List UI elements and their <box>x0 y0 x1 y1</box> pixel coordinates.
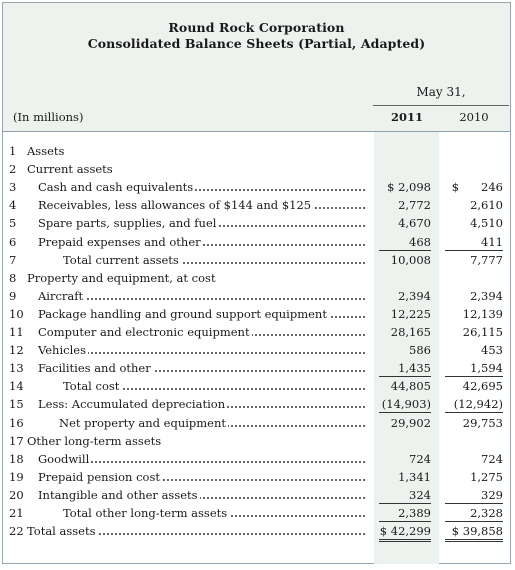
row-number: 1 <box>9 144 17 158</box>
table-row <box>3 306 510 322</box>
value-2011: 2,389 <box>379 505 431 522</box>
row-label <box>27 161 375 177</box>
row-label <box>27 433 375 449</box>
row-label <box>63 252 375 268</box>
row-number: 8 <box>9 270 17 285</box>
row-label <box>38 469 375 485</box>
value-2011: 1,435 <box>379 360 431 377</box>
value-2010: 411 <box>445 234 503 251</box>
row-label-text: Total current assets <box>63 252 179 267</box>
value-2010: 7,777 <box>470 252 503 267</box>
value-2011: 10,008 <box>390 252 431 267</box>
row-label-text: Cash and cash equivalents <box>38 180 194 195</box>
row-label <box>63 378 375 394</box>
row-label-text: Total other long-term assets <box>63 506 228 520</box>
row-label <box>38 197 375 213</box>
row-label-text: Assets <box>27 144 65 158</box>
row-label-text: Facilities and other <box>38 361 151 376</box>
table-row <box>3 415 510 431</box>
row-label-text: Current assets <box>27 162 113 177</box>
row-label <box>38 487 375 503</box>
table-row <box>3 215 510 231</box>
value-2011: 2,772 <box>398 198 431 213</box>
value-2010: 2,394 <box>470 288 503 303</box>
row-label <box>38 288 375 304</box>
row-label-text: Goodwill <box>38 451 90 466</box>
value-2011: 324 <box>379 487 431 504</box>
row-label <box>38 342 375 358</box>
row-label <box>27 523 375 539</box>
row-label-text: Spare parts, supplies, and fuel <box>38 216 217 231</box>
row-number: 3 <box>9 180 17 195</box>
row-label <box>59 415 375 431</box>
units-label: (In millions) <box>13 110 84 124</box>
row-number: 17 <box>9 433 24 448</box>
table-row <box>3 523 510 539</box>
row-label <box>27 270 375 286</box>
date-header: May 31, <box>416 85 466 99</box>
value-2010: 26,115 <box>462 325 503 339</box>
value-2010: 12,139 <box>462 306 503 321</box>
table-row <box>3 451 510 467</box>
row-number: 16 <box>9 415 24 430</box>
row-number: 11 <box>9 325 24 339</box>
row-number: 6 <box>9 234 17 249</box>
row-number: 14 <box>9 379 24 394</box>
row-label-text: Computer and electronic equipment <box>38 325 250 339</box>
value-2010: 2,328 <box>445 505 503 522</box>
value-2010: 329 <box>445 487 503 504</box>
row-number: 20 <box>9 487 24 502</box>
row-label <box>38 451 375 467</box>
value-2011: $ 42,299 <box>379 523 431 542</box>
value-2010: 4,510 <box>470 216 503 231</box>
value-2011: 468 <box>379 234 431 251</box>
value-2010: 29,753 <box>462 415 503 430</box>
row-label <box>38 324 375 340</box>
value-2011: 4,670 <box>398 216 431 231</box>
row-label-text: Other long-term assets <box>27 433 162 448</box>
value-2010: $ 39,858 <box>445 523 503 542</box>
row-label-text: Total cost <box>63 379 120 394</box>
row-label <box>38 396 375 412</box>
table-row <box>3 179 510 195</box>
row-label-text: Package handling and ground support equipment <box>38 306 327 321</box>
row-label <box>38 215 375 231</box>
value-2010: 724 <box>481 451 503 466</box>
row-number: 21 <box>9 506 24 520</box>
row-label-text: Receivables, less allowances of $144 and $125 <box>38 198 312 213</box>
row-label-text: Intangible and other assets <box>38 487 198 502</box>
value-2010: $ 246 <box>451 180 503 195</box>
row-number: 9 <box>9 288 17 303</box>
value-2011: 724 <box>409 451 431 466</box>
statement-title: Consolidated Balance Sheets (Partial, Adapted) <box>87 36 426 51</box>
row-label-text: Total assets <box>27 524 96 539</box>
value-2010: 1,594 <box>445 360 503 377</box>
row-number: 13 <box>9 361 24 376</box>
row-label-text: Prepaid pension cost <box>38 469 160 484</box>
table-row <box>3 487 510 503</box>
value-2010: (12,942) <box>445 396 503 413</box>
value-2011: 586 <box>409 343 431 358</box>
table-row <box>3 197 510 213</box>
row-label-text: Vehicles <box>38 343 86 358</box>
value-2010: 2,610 <box>470 198 503 213</box>
value-2011: 12,225 <box>390 306 431 321</box>
year-2011-header: 2011 <box>390 110 423 124</box>
row-number: 18 <box>9 451 24 466</box>
table-row <box>3 234 510 250</box>
company-name: Round Rock Corporation <box>168 20 345 35</box>
row-label <box>38 234 375 250</box>
value-2011: 28,165 <box>390 325 431 339</box>
dot-leader <box>38 298 365 300</box>
row-number: 5 <box>9 216 17 231</box>
row-number: 12 <box>9 343 24 358</box>
table-row <box>3 469 510 485</box>
row-label-text: Prepaid expenses and other <box>38 234 201 249</box>
table-row <box>3 161 510 177</box>
row-label-text: Net property and equipment <box>59 415 226 430</box>
table-row <box>3 378 510 394</box>
row-label-text: Aircraft <box>38 288 84 303</box>
value-2011: 29,902 <box>390 415 431 430</box>
value-2010: 42,695 <box>462 379 503 394</box>
value-2011: 44,805 <box>390 379 431 394</box>
row-number: 2 <box>9 162 17 177</box>
row-label <box>27 143 375 159</box>
value-2010: 1,275 <box>470 469 503 484</box>
table-row <box>3 324 510 340</box>
year-2010-header: 2010 <box>459 110 489 124</box>
row-number: 7 <box>9 252 17 267</box>
row-label-text: Property and equipment, at cost <box>27 270 216 285</box>
table-row <box>3 505 510 521</box>
row-number: 4 <box>9 198 17 213</box>
row-number: 19 <box>9 469 24 484</box>
value-2011: 1,341 <box>398 469 431 484</box>
row-number: 10 <box>9 306 24 321</box>
row-label <box>63 505 375 521</box>
balance-sheet <box>2 2 511 564</box>
row-label <box>38 360 375 376</box>
table-row <box>3 270 510 286</box>
table-row <box>3 396 510 412</box>
table-row <box>3 433 510 449</box>
value-2011: $ 2,098 <box>387 180 431 195</box>
value-2010: 453 <box>481 343 503 358</box>
table-row <box>3 143 510 159</box>
date-divider <box>373 105 509 106</box>
table-row <box>3 342 510 358</box>
value-2011: 2,394 <box>398 288 431 303</box>
row-number: 22 <box>9 524 24 539</box>
table-row <box>3 360 510 376</box>
row-label <box>38 306 375 322</box>
row-number: 15 <box>9 397 24 412</box>
value-2011: (14,903) <box>379 396 431 413</box>
row-label <box>38 179 375 195</box>
table-row <box>3 288 510 304</box>
table-row <box>3 252 510 268</box>
row-label-text: Less: Accumulated depreciation <box>38 397 226 412</box>
